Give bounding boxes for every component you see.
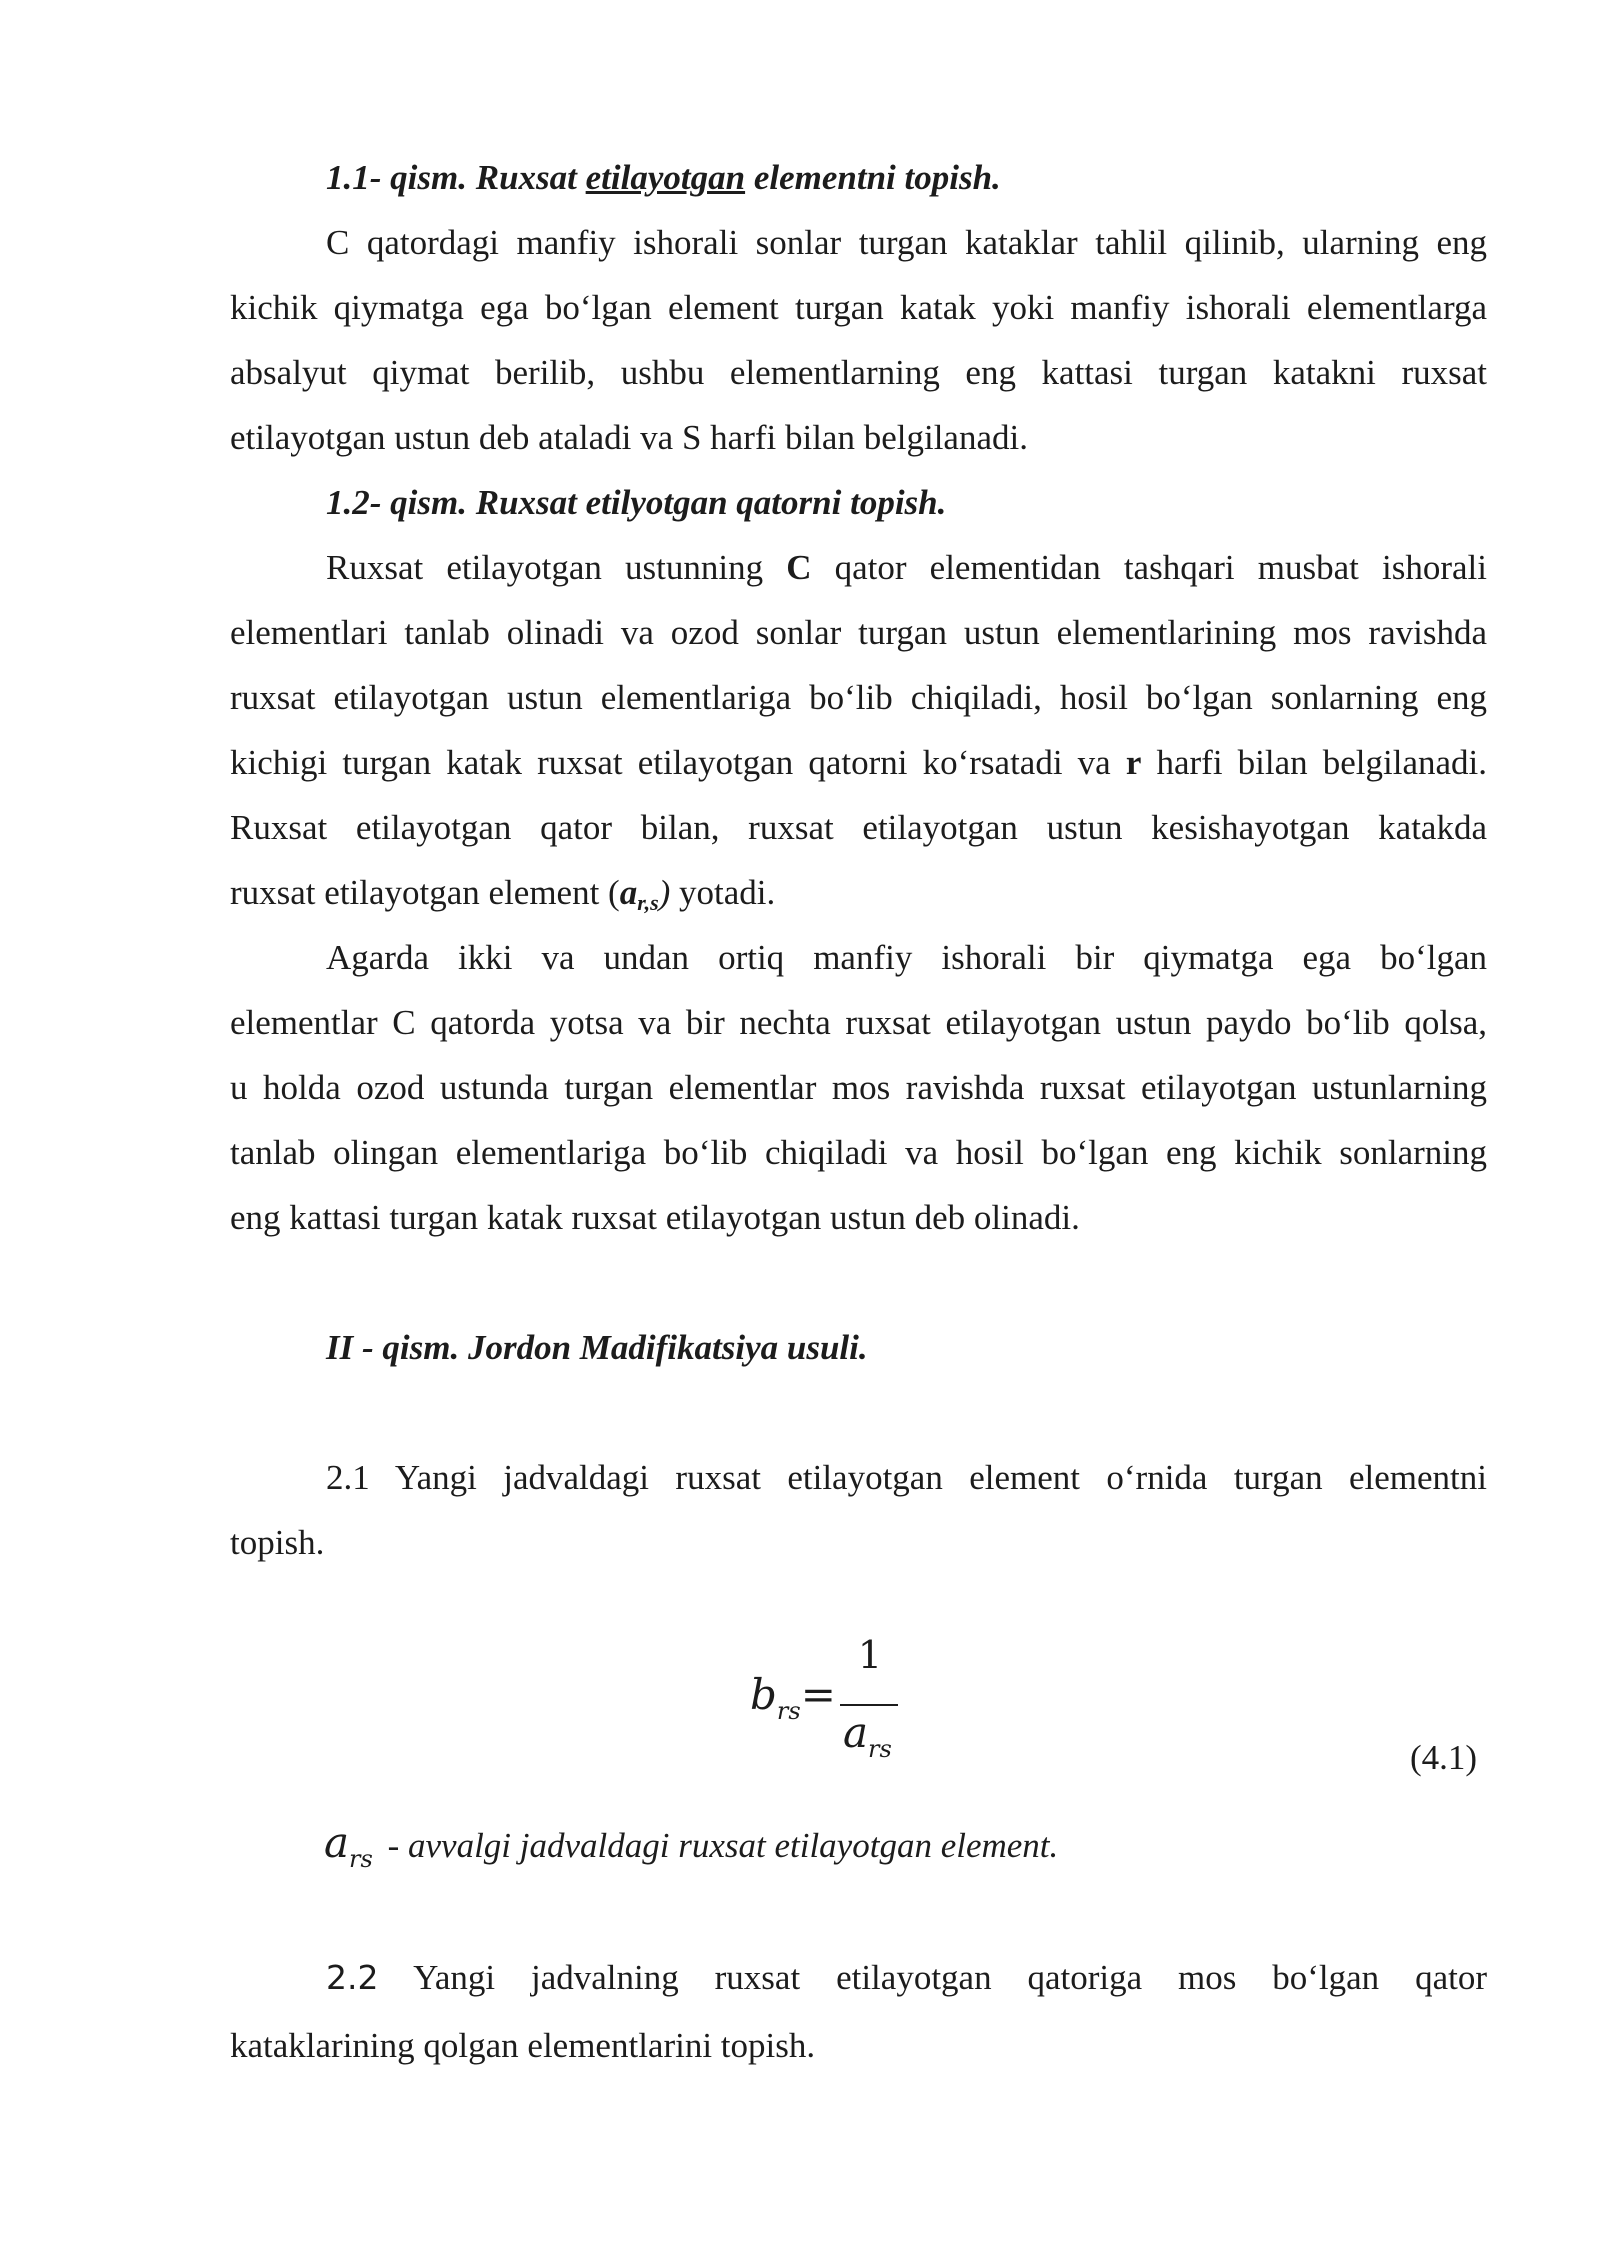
paragraph-line: etilayotgan ustun deb ataladi va S harfi bilan belgilanadi. [230,418,1028,457]
heading-underlined-word: etilayotgan [585,158,746,197]
heading-2: II - qism. Jordon Madifikatsiya usuli. [326,1328,868,1367]
paragraph-line: C qatordagi manfiy ishorali sonlar turgan kataklar tahlil qilinib, ularning eng [326,223,1487,262]
heading-1-2: 1.2- qism. Ruxsat etilyotgan qatorni topish. [326,483,947,522]
paragraph-line: 2.1 Yangi jadvaldagi ruxsat etilayotgan element o‘rnida turgan elementni [326,1458,1487,1497]
paragraph-line: Ruxsat etilayotgan ustunning C qator elementidan tashqari musbat ishorali [326,548,1487,587]
paragraph-line: tanlab olingan elementlariga bo‘lib chiqiladi va hosil bo‘lgan eng kichik sonlarning [230,1133,1487,1172]
paragraph-line: kichigi turgan katak ruxsat etilayotgan qatorni ko‘rsatadi va r harfi bilan belgilanadi. [230,743,1487,782]
paragraph-line: 2.2 Yangi jadvalning ruxsat etilayotgan qatoriga mos bo‘lgan qator [326,1958,1487,1997]
paragraph-line: kataklarining qolgan elementlarini topish. [230,2026,816,2065]
paragraph-line: elementlari tanlab olinadi va ozod sonlar turgan ustun elementlarining mos ravishda [230,613,1487,652]
paragraph-line: ruxsat etilayotgan ustun elementlariga bo‘lib chiqiladi, hosil bo‘lgan sonlarning eng [230,678,1487,717]
paragraph-line: eng kattasi turgan katak ruxsat etilayotgan ustun deb olinadi. [230,1198,1080,1237]
formula-note: $a_{rs}$ - avvalgi jadvaldagi ruxsat etilayotgan element. [324,1818,1059,1873]
paragraph-line: absalyut qiymat berilib, ushbu elementlarning eng kattasi turgan katakni ruxsat [230,353,1487,392]
formula-denominator: $a_{rs}$ [843,1708,892,1763]
paragraph-line: Agarda ikki va undan ortiq manfiy ishorali bir qiymatga ega bo‘lgan [326,938,1487,977]
paragraph-line: Ruxsat etilayotgan qator bilan, ruxsat etilayotgan ustun kesishayotgan katakda [230,808,1487,847]
paragraph-line: u holda ozod ustunda turgan elementlar mos ravishda ruxsat etilayotgan ustunlarning [230,1068,1487,1107]
formula-numerator: 1 [857,1633,883,1677]
heading-1-1: 1.1- qism. Ruxsat etilayotgan elementni topish. [326,158,1001,197]
equation-number: (4.1) [1410,1738,1478,1777]
paragraph-line: elementlar C qatorda yotsa va bir nechta ruxsat etilayotgan ustun paydo bo‘lib qolsa, [230,1003,1487,1042]
paragraph-line: topish. [230,1523,325,1562]
formula-lhs: $b_{rs}=$ [750,1670,836,1725]
paragraph-line: kichik qiymatga ega bo‘lgan element turgan katak yoki manfiy ishorali elementlarga [230,288,1487,327]
element-symbol: ar,s [619,873,659,915]
fraction-bar [840,1704,898,1706]
paragraph-line: ruxsat etilayotgan element (ar,s) yotadi. [230,873,776,915]
